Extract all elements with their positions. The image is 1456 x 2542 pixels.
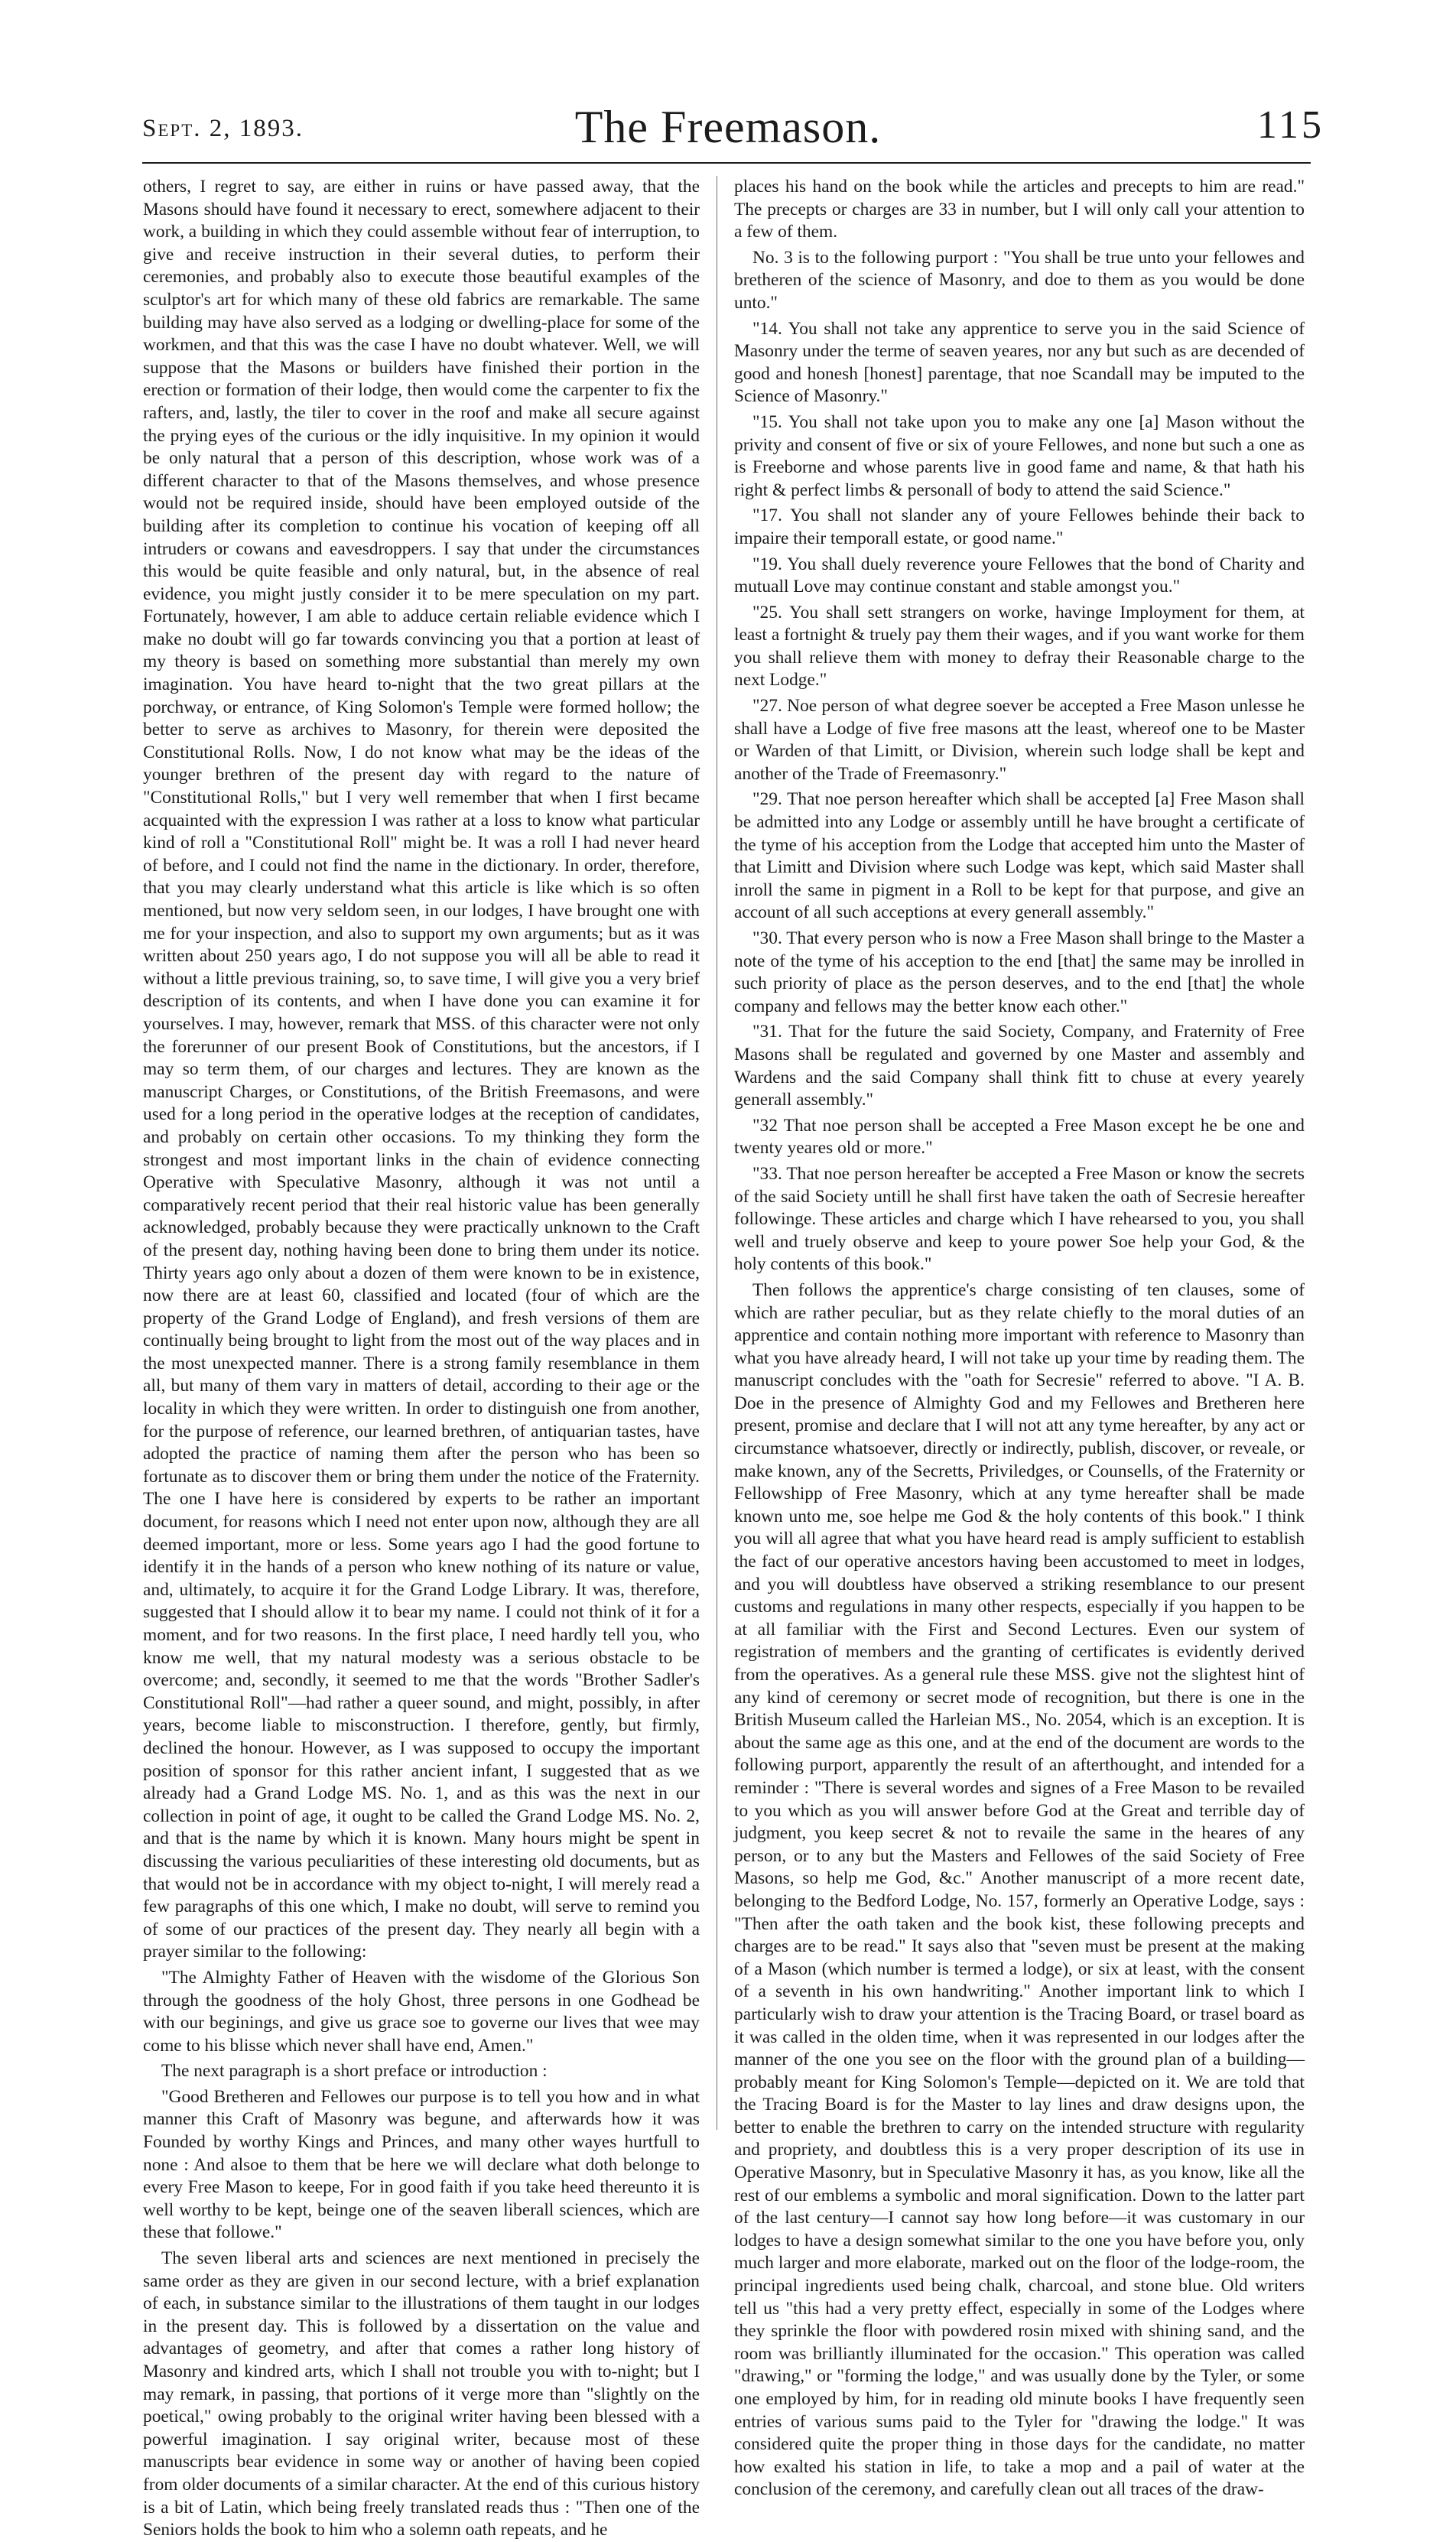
issue-date: Sept. 2, 1893. [142,115,304,142]
page-number: 115 [1256,103,1324,147]
charge-paragraph: "15. You shall not take upon you to make any one [a] Mason without the privity and consent of five or six of youre Fellowes, and none but such a one as is Freeborne and whose parents live in good fame and name, & that hath his right & perfect limbs & personall of body to attend the said Science." [734,411,1305,500]
masthead [0,0,1456,168]
paragraph: others, I regret to say, are either in ruins or have passed away, that the Masons should have found it necessary to erect, somewhere adjacent to their work, a building in which they could assemble without fear of interruption, to give and receive instruction in their several duties, to perform their ceremonies, and probably also to execute those beautiful examples of the sculptor's art for which many of these old fabrics are remarkable. The same building may have also served as a lodging or dwelling-place for some of the workmen, and that this was the case I have no doubt whatever. Well, we will suppose that the Masons or builders have finished their portion in the erection or formation of their lodge, then would come the carpenter to fix the rafters, and, lastly, the tiler to cover in the roof and make all secure against the prying eyes of the curious or the idly inquisitive. In my opinion it would be only natural that a person of this description, whose work was of a different character to that of the Masons themselves, and whose presence would not be required inside, should have been employed outside of the building after its completion to continue his vocation of keeping off all intruders or cowans and eavesdroppers. I say that under the circumstances this would be quite feasible and only natural, but, in the absence of real evidence, you might justly consider it to be mere speculation on my part. Fortunately, however, I am able to adduce certain reliable evidence which I make no doubt will go far towards convincing you that a portion at least of my theory is based on something more substantial than merely my own imagination. You have heard to-night that the two great pillars at the porchway, or entrance, of King Solomon's Temple were formed hollow; the better to serve as archives to Masonry, for therein were deposited the Constitutional Rolls. Now, I do not know what may be the ideas of the younger brethren of the present day with regard to the nature of "Constitutional Rolls," but I very well remember that when I first became acquainted with the expression I was rather at a loss to know what particular kind of roll a "Constitutional Roll" might be. It was a roll I had never heard of before, and I could not find the name in the dictionary. In order, therefore, that you may clearly understand what this article is like which is so often mentioned, but now very seldom seen, in our lodges, I have brought one with me for your inspection, and also to support my own arguments; but as it was written about 250 years ago, I do not suppose you will all be able to read it without a little previous training, so, to save time, I will give you a very brief description of its contents, and when I have done you can examine it for yourselves. I may, however, remark that MSS. of this character were not only the forerunner of our present Book of Constitutions, but the ancestors, if I may so term them, of our charges and lectures. They are known as the manuscript Charges, or Constitutions, of the British Freemasons, and were used for a long period in the operative lodges at the reception of candidates, and probably on certain other occasions. To my thinking they form the strongest and most important links in the chain of evidence connecting Operative with Speculative Masonry, although it was not until a comparatively recent period that their real historic value has been generally acknowledged, probably because they were practically unknown to the Craft of the present day, nothing having been done to bring them under its notice. Thirty years ago only about a dozen of them were known to be in existence, now there are at least 60, classified and located (four of which are the property of the Grand Lodge of England), and fresh versions of them are continually being brought to light from the most out of the way places and in the most unexpected manner. There is a strong family resemblance in them all, but many of them vary in matters of detail, according to their age or the locality in which they were written. In order to distinguish one from another, for the purpose of reference, our learned brethren, of antiquarian tastes, have adopted the practice of naming them after the person who has been so fortunate as to discover them or bring them under the notice of the Fraternity. The one I have here is considered by experts to be rather an important document, for reasons which I need not enter upon now, although they are all deemed important, more or less. Some years ago I had the good fortune to identify it in the hands of a person who knew nothing of its nature or value, and, ultimately, to acquire it for the Grand Lodge Library. It was, therefore, suggested that I should allow it to bear my name. I could not think of it for a moment, and for two reasons. In the first place, I need hardly tell you, who know me well, that my natural modesty was a serious obstacle to be overcome; and, secondly, it seemed to me that the words "Brother Sadler's Constitutional Roll"—had rather a queer sound, and might, possibly, in after years, become liable to misconstruction. I therefore, gently, but firmly, declined the honour. However, as I was supposed to occupy the important position of sponsor for this rather ancient infant, I suggested that as we already had a Grand Lodge MS. No. 1, and as this was the next in our collection in point of age, it ought to be called the Grand Lodge MS. No. 2, and that is the name by which it is known. Many hours might be spent in discussing the various peculiarities of these interesting old documents, but as that would not be in accordance with my object to-night, I will merely read a few paragraphs of this one which, I make no doubt, will serve to remind you of some of our practices of the present day. They nearly all begin with a prayer similar to the following: [143,177,700,1962]
charge-paragraph: "31. That for the future the said Society, Company, and Fraternity of Free Masons shall be regulated and governed by one Master and assembly and Wardens and the said Company shall think fitt to chuse at every yearely generall assembly." [734,1022,1305,1110]
charge-paragraph: "17. You shall not slander any of youre Fellowes behinde their back to impaire their temporall estate, or good name." [734,505,1305,548]
charge-paragraph: "27. Noe person of what degree soever be accepted a Free Mason unlesse he shall have a Lodge of five free masons att the least, whereof one to be Master or Warden of that Limitt, or Division, wherein such lodge shall be kept and another of the Trade of Freemasonry." [734,696,1305,784]
charge-paragraph: "29. That noe person hereafter which shall be accepted [a] Free Mason shall be admitted into any Lodge or assembly untill he have brought a certificate of the tyme of his acception from the Lodge that accepted him unto the Master of that Limitt and Division where such Lodge was kept, which said Master shall inroll the same in pigment in a Roll to be kept for that purpose, and give an account of all such acceptions at every generall assembly." [734,789,1305,923]
charge-paragraph: "19. You shall duely reverence youre Fellowes that the bond of Charity and mutuall Love may continue constant and stable amongst you." [734,554,1305,597]
charge-paragraph: "14. You shall not take any apprentice to serve you in the said Science of Masonry under the terme of seaven yeares, nor any but such as are decended of good and honesh [honest] parentage, that noe Scandall may be imputed to the Science of Masonry." [734,318,1305,407]
paragraph: The next paragraph is a short preface or introduction : [161,2061,548,2082]
publication-title: The Freemason. [574,102,882,152]
preface-quote: "Good Bretheren and Fellowes our purpose is to tell you how and in what manner this Craft of Masonry was begune, and afterwards how it was Founded by worthy Kings and Princes, and many other wayes hurtfull to none : And alsoe to them that be here we will declare what doth belonge to every Free Mason to keepe, For in good faith if you take heed thereunto it is well worthy to be kept, beinge one of the seaven liberall sciences, which are these that followe." [143,2086,700,2243]
header-rule [142,162,1311,164]
paragraph: Then follows the apprentice's charge consisting of ten clauses, some of which are rather peculiar, but as they relate chiefly to the moral duties of an apprentice and contain nothing more important with reference to Masonry than what you have already heard, I will not take up your time by reading them. The manuscript concludes with the "oath for Secresie" referred to above. "I A. B. Doe in the presence of Almighty God and my Fellowes and Bretheren here present, promise and declare that I will not att any tyme hereafter, by any act or circumstance whatsoever, directly or indirectly, publish, discover, or reveale, or make known, any of the Secretts, Priviledges, or Counsells, of the Fraternity or Fellowshipp of Free Masonry, which at any tyme hereafter shall be made known unto me, soe helpe me God & the holy contents of this book." I think you will all agree that what you have heard read is amply sufficient to establish the fact of our operative ancestors having been accustomed to meet in lodges, and you will doubtless have observed a striking resemblance to our present customs and regulations in many other respects, especially if you happen to be at all familiar with the First and Second Lectures. Even our system of registration of members and the granting of certificates is evidently derived from the operatives. As a general rule these MSS. give not the slightest hint of any kind of ceremony or secret mode of recognition, but there is one in the British Museum called the Harleian MS., No. 2054, which is an exception. It is about the same age as this one, and at the end of the document are words to the following purport, apparently the result of an afterthought, and intended for a reminder : "There is several wordes and signes of a Free Mason to be revailed to you which as you will answer before God at the Great and terrible day of judgment, you keep secret & not to revaile the same in the heares of any person, or to any but the Masters and Fellowes of the said Society of Free Masons, so help me God, &c." Another manuscript of a more recent date, belonging to the Bedford Lodge, No. 157, formerly an Operative Lodge, says : "Then after the oath taken and the book kist, these following precepts and charges are to be read." It says also that "seven must be present at the making of a Mason (which number is termed a lodge), or six at least, with the consent of a seventh in his own handwriting." Another important link to which I particularly wish to draw your attention is the Tracing Board, or trasel board as it was called in the olden time, when it was represented in our lodges after the manner of the one you see on the floor with the ground plan of a building—probably meant for King Solomon's Temple—depicted on it. We are told that the Tracing Board is for the Master to lay lines and draw designs upon, the better to enable the brethren to carry on the intended structure with regularity and propriety, and doubtless this is a very proper description of its use in Operative Masonry, but in Speculative Masonry it has, as you know, like all the rest of our emblems a symbolic and moral signification. Down to the latter part of the last century—I cannot say how long before—it was customary in our lodges to have a design somewhat similar to the one you have before you, only much larger and more elaborate, marked out on the floor of the lodge-room, the principal ingredients used being chalk, charcoal, and stone blue. Old writers tell us "this had a very pretty effect, especially in some of the Lodges where they sprinkle the floor with powdered rosin mixed with shining sand, and the room was brilliantly illuminated for the occasion." This operation was called "drawing," or "forming the lodge," and was usually done by the Tyler, or some one employed by him, for in reading old minute books I have frequently seen entries of various sums paid to the Tyler for "drawing the lodge." It was considered quite the proper thing in those days for the candidate, no matter how exalted his station in life, to take a mop and a pail of water at the conclusion of the ceremony, and carefully clean out all traces of the draw- [734,1279,1305,2500]
charge-paragraph: No. 3 is to the following purport : "You shall be true unto your fellowes and bretheren of the science of Masonry, and doe to them as you would be done unto." [734,247,1305,313]
charge-paragraph: "32 That noe person shall be accepted a Free Mason except he be one and twenty yeares old or more." [734,1115,1305,1159]
charge-paragraph: "25. You shall sett strangers on worke, havinge Imployment for them, at least a fortnight & truely pay them their wages, and if you want worke for them you shall relieve them with money to defray their Reasonable charge to the next Lodge." [734,602,1305,691]
charge-paragraph: "33. That noe person hereafter be accepted a Free Mason or know the secrets of the said Society untill he shall first have taken the oath of Secresie hereafter followinge. These articles and charge which I have rehearsed to you, you shall well and truely observe and keep to youre power Soe help your God, & the holy contents of this book." [734,1163,1305,1275]
paragraph: places his hand on the book while the articles and precepts to him are read." The precepts or charges are 33 in number, but I will only call your attention to a few of them. [734,177,1305,242]
left-column [143,176,700,2540]
charge-paragraph: "30. That every person who is now a Free Mason shall bringe to the Master a note of the tyme of his acception to the end [that] the same may be inrolled in such priority of place as the person deserves, and to the end [that] the whole company and fellows may the better know each other." [734,928,1305,1016]
paragraph: The seven liberal arts and sciences are next mentioned in precisely the same order as they are given in our second lecture, with a brief explanation of each, in substance similar to the illustrations of them taught in our lodges in the present day. This is followed by a dissertation on the value and advantages of geometry, and after that comes a rather long history of Masonry and kindred arts, which I shall not trouble you with to-night; but I may remark, in passing, that portions of it verge more than "slightly on the poetical," owing probably to the original writer having been blessed with a powerful imagination. I say original writer, because most of these manuscripts bear evidence in some way or another of having been copied from older documents of a similar character. At the end of this curious history is a bit of Latin, which being freely translated reads thus : "Then one of the Seniors holds the book to him who a solemn oath repeats, and he [143,2248,700,2540]
prayer-quote: "The Almighty Father of Heaven with the wisdome of the Glorious Son through the goodness of the holy Ghost, three persons in one Godhead be with our beginings, and give us grace soe to governe our lives that wee may come to his blisse which never shall have end, Amen." [143,1967,700,2056]
right-column [734,176,1305,2500]
